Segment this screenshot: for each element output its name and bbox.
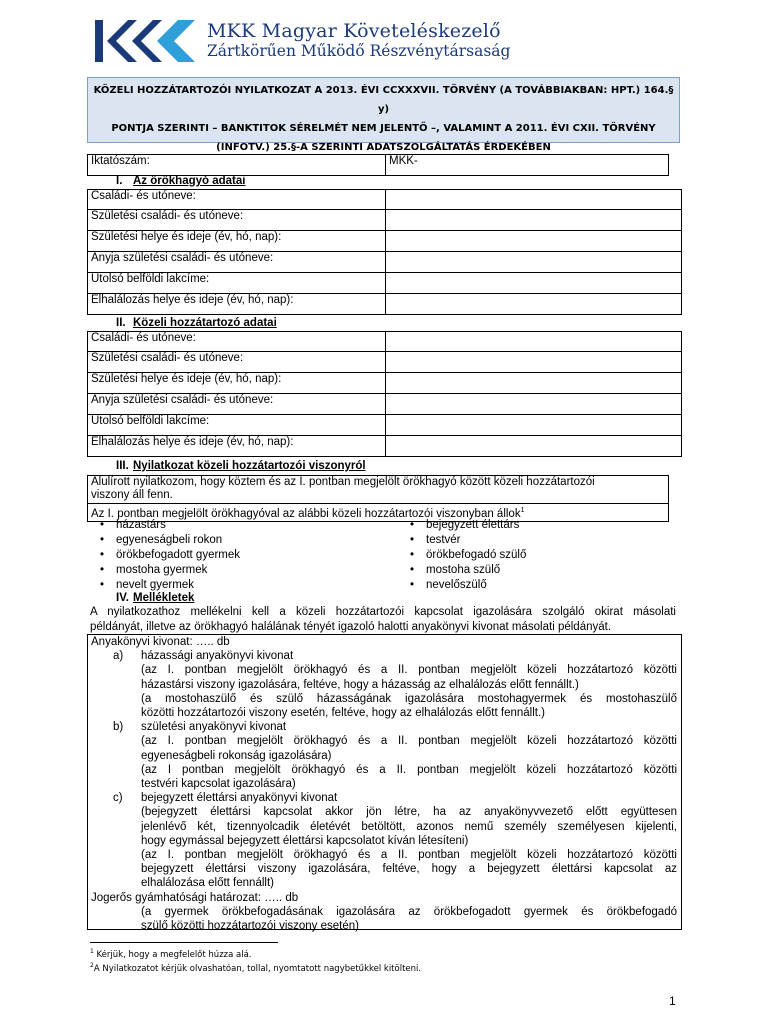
field-input[interactable] <box>386 252 682 273</box>
page-number: 1 <box>669 994 676 1008</box>
title-line-1: KÖZELI HOZZÁTARTOZÓI NYILATKOZAT A 2013. ÉVI CCXXXVII. TÖRVÉNY (A TOVÁBBIAKBAN: HPT.) 164.§ y) <box>93 85 674 115</box>
relationship-statement-table <box>87 475 669 522</box>
attachment-line: (a mostohaszülő és szülő házasságának igazolására mostohagyermek és mostohaszülő <box>141 692 677 705</box>
document-title <box>87 77 680 153</box>
relation-option[interactable]: • testvér <box>409 534 461 546</box>
attachment-line: b) születési anyakönyvi kivonat <box>113 721 287 734</box>
field-label: Anyja születési családi- és utóneve: <box>88 252 386 273</box>
field-label: Elhalálozás helye és ideje (év, hó, nap): <box>88 436 386 457</box>
relative-data-table <box>87 331 682 457</box>
relation-option[interactable]: • mostoha szülő <box>409 564 501 576</box>
attachment-line: (az I. pontban megjelölt örökhagyó és a II. pontban megjelölt közeli hozzátartozó közötti <box>141 735 677 748</box>
registration-number-field[interactable]: MKK- <box>386 155 669 176</box>
field-label: Elhalálozás helye és ideje (év, hó, nap): <box>88 294 386 315</box>
footnote-2: $^2$A Nyilatkozatot kérjük olvashatóan, tollal, nyomtatott nagybetűkkel kitölteni. <box>90 962 422 974</box>
attachment-line: (bejegyzett élettársi kapcsolat akkor jön létre, ha az anyakönyvvezető előtt együttesen <box>141 806 677 819</box>
field-label: Családi- és utóneve: <box>88 190 386 210</box>
field-label: Utolsó belföldi lakcíme: <box>88 273 386 294</box>
attachment-line: házastársi viszony igazolására, feltéve, hogy a házasság az elhalálozás előtt fennállt.) <box>141 678 579 691</box>
attachment-line: a) házassági anyakönyvi kivonat <box>113 650 294 663</box>
section-1-heading: I. Az örökhagyó adatai <box>116 175 246 187</box>
attachment-line: szülő közötti hozzátartozói viszony esetén) <box>141 920 359 933</box>
relation-option[interactable]: • bejegyzett élettárs <box>409 519 520 531</box>
company-logo-icon <box>95 18 195 64</box>
title-line-3: (INFOTV.) 25.§-A SZERINTI ADATSZOLGÁLTATÁS ÉRDEKÉBEN <box>216 142 551 153</box>
statement-text: Alulírott nyilatkozom, hogy köztem és az I. pontban megjelölt örökhagyó között közeli hozzátartozói viszony áll fenn. <box>88 476 669 504</box>
relation-option[interactable]: • egyeneságbeli rokon <box>99 534 223 546</box>
field-input[interactable] <box>386 415 682 436</box>
field-input[interactable] <box>386 273 682 294</box>
registration-number-label: Iktatószám: <box>88 155 386 176</box>
footnote-1: $^1$ Kérjük, hogy a megfelelőt húzza alá. <box>90 948 252 960</box>
field-input[interactable] <box>386 190 682 210</box>
section-2-heading: II. Közeli hozzátartozó adatai <box>116 317 277 329</box>
field-input[interactable] <box>386 294 682 315</box>
attachment-line: Anyakönyvi kivonat: ….. db <box>91 636 230 648</box>
attachment-line: (az I pontban megjelölt örökhagyó és a II. pontban megjelölt közeli hozzátartozó közötti <box>141 763 677 776</box>
attachment-line: (a gyermek örökbefogadásának igazolására az örökbefogadott gyermek és örökbefogadó <box>141 905 677 918</box>
footnote-divider <box>90 942 278 943</box>
relation-list-left <box>88 518 378 593</box>
attachments-list <box>91 635 677 933</box>
title-line-2: PONTJA SZERINTI – BANKTITOK SÉRELMÉT NEM JELENTŐ –, VALAMINT A 2011. ÉVI CXII. TÖRVÉNY <box>111 123 656 134</box>
attachments-intro: A nyilatkozathoz mellékelni kell a közeli hozzátartozói kapcsolat igazolására szolgáló okirat másolati példányát, illetve az örökhagyó halálának tényét igazoló halotti anyakönyvi kivonat másolati példányát. <box>90 606 676 633</box>
deceased-data-table <box>87 189 682 315</box>
relation-option[interactable]: • örökbefogadó szülő <box>409 549 527 561</box>
relation-option[interactable]: • nevelt gyermek <box>99 579 194 591</box>
field-input[interactable] <box>386 210 682 231</box>
attachment-line: Jogerős gyámhatósági határozat: ….. db <box>91 891 299 904</box>
attachment-line: (az I. pontban megjelölt örökhagyó és a II. pontban megjelölt közeli hozzátartozó közötti <box>141 849 677 862</box>
attachment-line: testvéri kapcsolat igazolására) <box>141 778 296 791</box>
relation-option[interactable]: • örökbefogadott gyermek <box>99 549 241 561</box>
field-input[interactable] <box>386 394 682 415</box>
section-3-heading: III. Nyilatkozat közeli hozzátartozói viszonyról <box>116 460 366 472</box>
field-label: Családi- és utóneve: <box>88 332 386 352</box>
field-input[interactable] <box>386 332 682 352</box>
attachment-line: bejegyzett élettársi viszony igazolására, feltéve, hogy a bejegyzett élettársi kapcsolat az <box>141 863 677 876</box>
relation-list-right <box>398 518 668 593</box>
relation-option[interactable]: • házastárs <box>99 519 166 531</box>
field-label: Születési családi- és utóneve: <box>88 352 386 373</box>
field-label: Anyja születési családi- és utóneve: <box>88 394 386 415</box>
attachment-line: elhalálozása előtt fennállt) <box>141 877 274 890</box>
attachment-line: jelenlévő két, tizennyolcadik életévét betöltött, azonos nemű személy személyesen kijelenti, <box>141 820 677 833</box>
field-input[interactable] <box>386 436 682 457</box>
field-label: Utolsó belföldi lakcíme: <box>88 415 386 436</box>
registration-number-table <box>87 154 669 176</box>
company-name: MKK Magyar Követeléskezelő <box>207 20 501 42</box>
company-subtitle: Zártkörűen Működő Részvénytársaság <box>207 42 511 60</box>
section-4-heading: IV. Mellékletek <box>116 592 195 604</box>
field-label: Születési családi- és utóneve: <box>88 210 386 231</box>
attachments-box <box>87 634 682 933</box>
attachment-line: egyeneságbeli rokonság igazolására) <box>141 749 332 762</box>
field-label: Születési helye és ideje (év, hó, nap): <box>88 373 386 394</box>
relation-intro: Az I. pontban megjelölt örökhagyóval az alábbi közeli hozzátartozói viszonyban állok$^1$ <box>88 504 669 522</box>
relation-option[interactable]: • mostoha gyermek <box>99 564 208 576</box>
attachment-line: hogy egymással bejegyzett élettársi kapcsolatot kíván létesíteni) <box>141 834 469 847</box>
attachment-line: (az I. pontban megjelölt örökhagyó és a II. pontban megjelölt közeli hozzátartozó közötti <box>141 664 677 677</box>
attachment-line: közötti hozzátartozói viszony esetén, feltéve, hogy az elhalálozás előtt fennállt.) <box>141 707 546 720</box>
field-input[interactable] <box>386 352 682 373</box>
relation-option[interactable]: • nevelőszülő <box>409 579 487 591</box>
field-input[interactable] <box>386 373 682 394</box>
attachment-line: c) bejegyzett élettársi anyakönyvi kivonat <box>113 792 338 805</box>
field-label: Születési helye és ideje (év, hó, nap): <box>88 231 386 252</box>
field-input[interactable] <box>386 231 682 252</box>
